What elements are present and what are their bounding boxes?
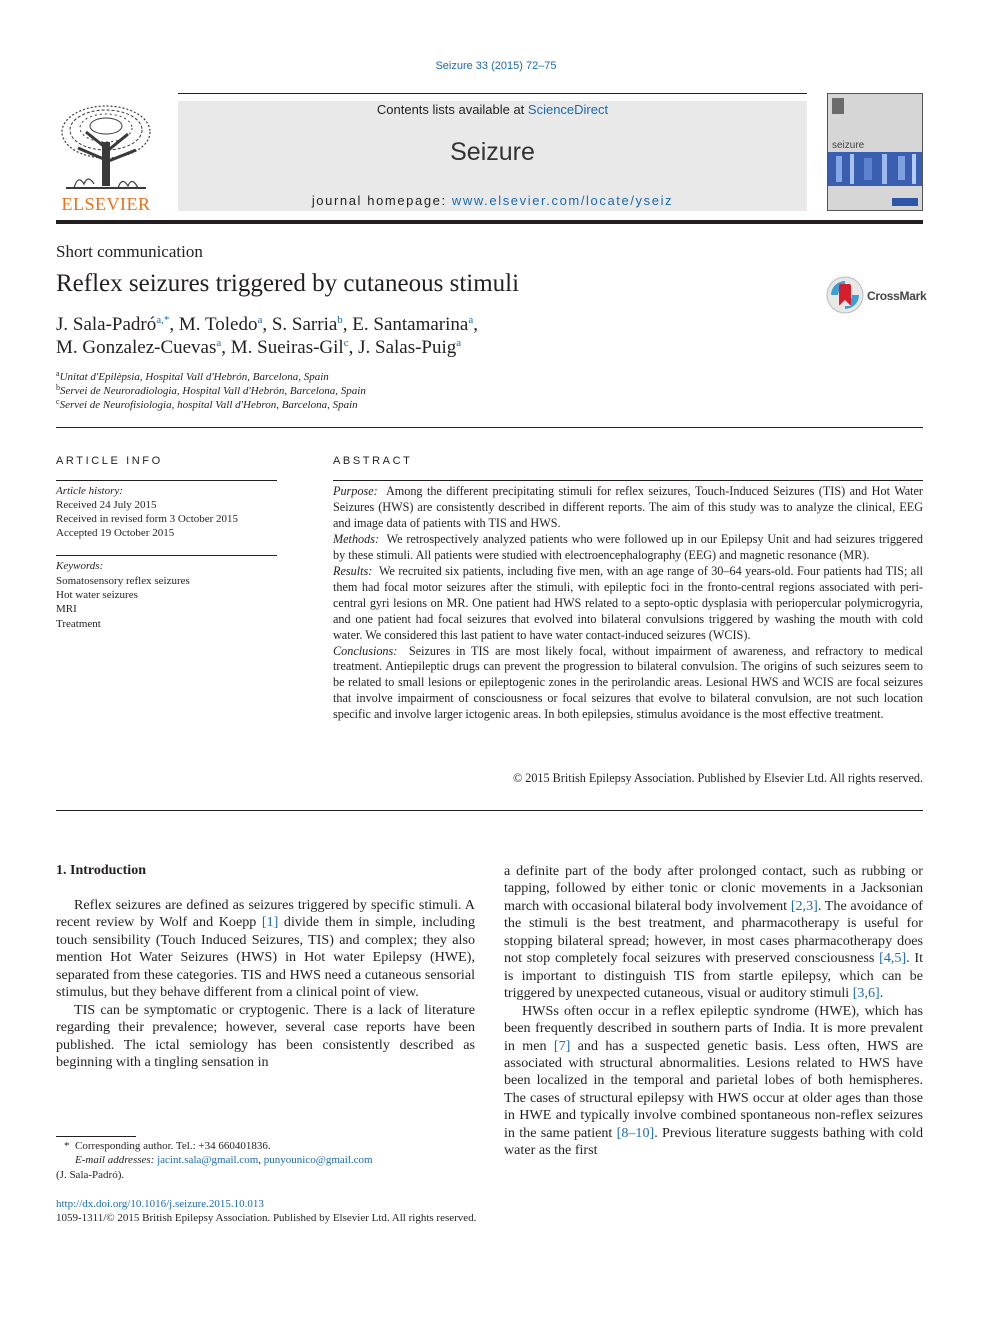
body-paragraph xyxy=(56,897,475,1002)
homepage-link[interactable]: www.elsevier.com/locate/yseiz xyxy=(451,193,674,208)
abstract-conclusions-label: Conclusions: xyxy=(333,643,398,658)
cover-image-icon xyxy=(828,94,923,211)
journal-name: Seizure xyxy=(450,138,535,166)
author-name[interactable]: M. Toledo xyxy=(178,314,258,335)
history-title: Article history: xyxy=(56,485,123,497)
history-revised: Received in revised form 3 October 2015 xyxy=(56,513,239,525)
author-name[interactable]: J. Salas-Puig xyxy=(358,337,457,358)
author-name-note: (J. Sala-Padró). xyxy=(56,1169,125,1181)
body-text: . Previous literature suggests bathing with cold water as the first xyxy=(504,1124,924,1159)
section-rule xyxy=(56,810,923,811)
keywords-title: Keywords: xyxy=(56,560,104,572)
author-name[interactable]: S. Sarria xyxy=(271,314,338,335)
abstract-rule xyxy=(333,480,923,481)
author-affiliation-marker[interactable]: a,* xyxy=(156,314,170,326)
citation-link[interactable]: [1] xyxy=(261,914,279,931)
email-addresses xyxy=(75,1154,373,1166)
info-rule xyxy=(56,555,277,556)
citation-link[interactable]: [2,3] xyxy=(790,897,818,914)
crossmark-badge[interactable] xyxy=(826,276,926,316)
keyword: Somatosensory reflex seizures xyxy=(56,575,190,587)
elsevier-wordmark: ELSEVIER xyxy=(61,194,151,214)
body-text: a definite part of the body after prolonged contact, such as rubbing or tapping, followed by either tonic or clonic movements in a Jacksonian march with occasional bilateral body involvement xyxy=(504,863,923,914)
body-text: TIS can be symptomatic or cryptogenic. There is a lack of literature regarding their prevalence; however, several case reports have been published. The ictal semiology has been consistently described as beginning with a tingling sensation in xyxy=(56,1001,475,1071)
keyword: Hot water seizures xyxy=(56,589,138,601)
affiliation xyxy=(56,371,329,383)
author-separator: , xyxy=(262,314,272,335)
email-link[interactable]: jacint.sala@gmail.com xyxy=(157,1154,259,1166)
author-list-line-1 xyxy=(56,314,478,336)
journal-cover-thumbnail[interactable] xyxy=(827,93,923,211)
email-separator: , xyxy=(258,1154,264,1166)
homepage-prefix: journal homepage: xyxy=(311,193,452,208)
journal-citation[interactable]: Seizure 33 (2015) 72–75 xyxy=(435,60,557,72)
author-separator: , xyxy=(342,314,353,335)
body-text: . xyxy=(879,985,884,1002)
body-text: . The avoidance of the stimuli is the best treatment, and pharmacotherapy is useful for stopping bilateral spread; however, in most cases pharmacotherapy does not stop completely focal seizures with preserved consciousness xyxy=(504,897,923,967)
abstract-methods-text: We retrospectively analyzed patients who were followed up in our Epilepsy Unit and had seizures triggered by these stimuli. All patients were studied with electroencephalography (EEG) and magnetic resonance (MR). xyxy=(333,531,923,562)
sciencedirect-link[interactable]: ScienceDirect xyxy=(527,102,609,117)
author-affiliation-marker[interactable]: a xyxy=(257,314,263,326)
abstract-purpose xyxy=(333,484,923,532)
contents-line xyxy=(178,102,807,117)
affiliation-text: Servei de Neurofisiologia, hospital Vall d'Hebron, Barcelona, Spain xyxy=(59,399,358,411)
email-label: E-mail addresses: xyxy=(75,1154,155,1166)
body-text: . It is important to distinguish TIS from startle epilepsy, which can be triggered by unexpected cutaneous, visual or auditory stimuli xyxy=(504,950,924,1002)
author-name[interactable]: M. Gonzalez-Cuevas xyxy=(56,337,217,358)
affiliation-marker: b xyxy=(56,383,60,392)
author-affiliation-marker[interactable]: a xyxy=(456,337,462,349)
body-column-right xyxy=(504,863,923,1160)
body-column-left xyxy=(56,897,475,1072)
author-separator: , xyxy=(169,314,179,335)
journal-homepage xyxy=(178,193,807,208)
body-paragraph xyxy=(504,863,923,1003)
body-paragraph xyxy=(56,1002,475,1072)
body-text: Reflex seizures are defined as seizures triggered by specific stimuli. A recent review by Wolf and Koepp xyxy=(56,897,475,931)
info-rule xyxy=(56,480,277,481)
history-accepted: Accepted 19 October 2015 xyxy=(56,527,175,539)
email-link[interactable]: punyounico@gmail.com xyxy=(263,1154,373,1166)
header-thick-rule xyxy=(56,220,923,224)
doi-link[interactable]: http://dx.doi.org/10.1016/j.seizure.2015.10.013 xyxy=(56,1198,264,1210)
affiliation-text: Unitat d'Epilèpsia, Hospital Vall d'Hebrón, Barcelona, Spain xyxy=(59,371,329,383)
author-name[interactable]: J. Sala-Padró xyxy=(56,314,157,335)
crossmark-label: CrossMark xyxy=(867,289,927,303)
author-affiliation-marker[interactable]: a xyxy=(216,337,222,349)
cover-journal-title: seizure xyxy=(832,140,865,151)
affiliation xyxy=(56,385,366,397)
citation-link[interactable]: [3,6] xyxy=(852,985,880,1002)
abstract-purpose-label: Purpose: xyxy=(333,484,378,498)
abstract-heading: ABSTRACT xyxy=(333,455,413,467)
affiliation-marker: a xyxy=(56,369,60,378)
header-rule xyxy=(178,93,807,94)
section-rule xyxy=(56,427,923,428)
elsevier-tree-icon xyxy=(56,102,156,194)
contents-prefix: Contents lists available at xyxy=(376,102,528,117)
crossmark-icon xyxy=(826,276,866,316)
author-name[interactable]: M. Sueiras-Gil xyxy=(230,337,344,358)
abstract-methods-label: Methods: xyxy=(333,531,380,546)
article-title: Reflex seizures triggered by cutaneous stimuli xyxy=(56,270,520,297)
elsevier-logo[interactable] xyxy=(56,102,156,214)
affiliation-marker: c xyxy=(56,397,60,406)
abstract-results-label: Results: xyxy=(333,563,373,578)
citation-link[interactable]: [4,5] xyxy=(879,950,907,967)
citation-link[interactable]: [8–10] xyxy=(616,1124,655,1141)
citation-link[interactable]: [7] xyxy=(553,1037,571,1054)
abstract-results xyxy=(333,564,923,644)
author-list-line-2 xyxy=(56,337,461,359)
corresponding-author-note xyxy=(64,1140,271,1152)
affiliation xyxy=(56,399,358,411)
author-affiliation-marker[interactable]: a xyxy=(468,314,474,326)
body-text: divide them in simple, including touch sensibility (Touch Induced Seizures, TIS) and complex; they also mention Hot Water Seizures (HWS) in Hot water Epilepsy (HWE), separated from these categories. TIS and HWS need a cutaneous sensorial stimulus, but they behave different from a clinical point of view. xyxy=(56,914,475,1001)
body-text: and has a suspected genetic basis. Less often, HWS are associated with structural abnormalities. Lesions related to HWS have been localized in the temporal and parietal lobes of both hemispheres. The cases of structural epilepsy with HWS occur at older ages than those in HWE and typically involve combined spontaneous non-reflex seizures in the same patient xyxy=(504,1037,923,1141)
history-received: Received 24 July 2015 xyxy=(56,499,157,511)
article-type: Short communication xyxy=(56,242,203,261)
footnote-marker: * xyxy=(64,1140,70,1152)
author-separator: , xyxy=(473,314,478,335)
abstract-conclusions-text: Seizures in TIS are most likely focal, without impairment of awareness, and refractory to medical treatment. Antiepileptic drugs can prevent the progression to bilateral convulsion. The origins of such seizures seem to be related to small lesions or epileptogenic zones in the perirolandic areas. Lesional HWS and WCIS are focal seizures that involve impairment of consciousness or focal seizures that evolve to bilateral convulsion, are not such location specific and involve larger ictogenic areas. In both epilepsies, stimulus avoidance is the most effective treatment. xyxy=(333,643,923,722)
article-info-heading: ARTICLE INFO xyxy=(56,455,163,467)
keyword: Treatment xyxy=(56,618,101,630)
footnote-rule xyxy=(56,1136,136,1137)
author-separator: , xyxy=(348,337,359,358)
abstract-results-text: We recruited six patients, including five men, with an age range of 30–64 years-old. Four patients had TIS; all them had focal motor seizures after the stimuli, with epileptic foci in the fronto-central regions associated with peri-central gyri lesions on MR. One patient had HWS related to a septo-optic dysplasia with periopercular polymicrogyria, and one patient had focal seizures that evolved into bilateral convulsions triggered by washing the mouth with cold water. We considered this last patient to have water contact-induced seizures (WCIS). xyxy=(333,563,923,642)
abstract-purpose-text: Among the different precipitating stimuli for reflex seizures, Touch-Induced Seizures (TIS) and Hot Water Seizures (HWS) are consistently described in different reports. The aim of this study was to analyze the clinical, EEG and image data of patients with TIS and HWS. xyxy=(333,484,923,530)
abstract-methods xyxy=(333,532,923,564)
author-separator: , xyxy=(221,337,231,358)
affiliation-text: Servei de Neuroradiologia, Hospital Vall d'Hebrón, Barcelona, Spain xyxy=(60,385,366,397)
author-name[interactable]: E. Santamarina xyxy=(352,314,469,335)
abstract-copyright: © 2015 British Epilepsy Association. Published by Elsevier Ltd. All rights reserved. xyxy=(512,771,923,785)
author-affiliation-marker[interactable]: b xyxy=(337,314,343,326)
author-affiliation-marker[interactable]: c xyxy=(343,337,349,349)
introduction-heading: 1. Introduction xyxy=(56,863,146,878)
body-text: HWSs often occur in a reflex epileptic syndrome (HWE), which has been frequently described in southern parts of India. It is more prevalent in men xyxy=(504,1002,923,1054)
abstract-body xyxy=(333,484,923,723)
abstract-conclusions xyxy=(333,644,923,724)
corresponding-text: Corresponding author. Tel.: +34 660401836. xyxy=(75,1140,271,1152)
issn-copyright: 1059-1311/© 2015 British Epilepsy Association. Published by Elsevier Ltd. All rights reserved. xyxy=(56,1212,477,1224)
keyword: MRI xyxy=(56,603,77,615)
body-paragraph xyxy=(504,1003,923,1160)
